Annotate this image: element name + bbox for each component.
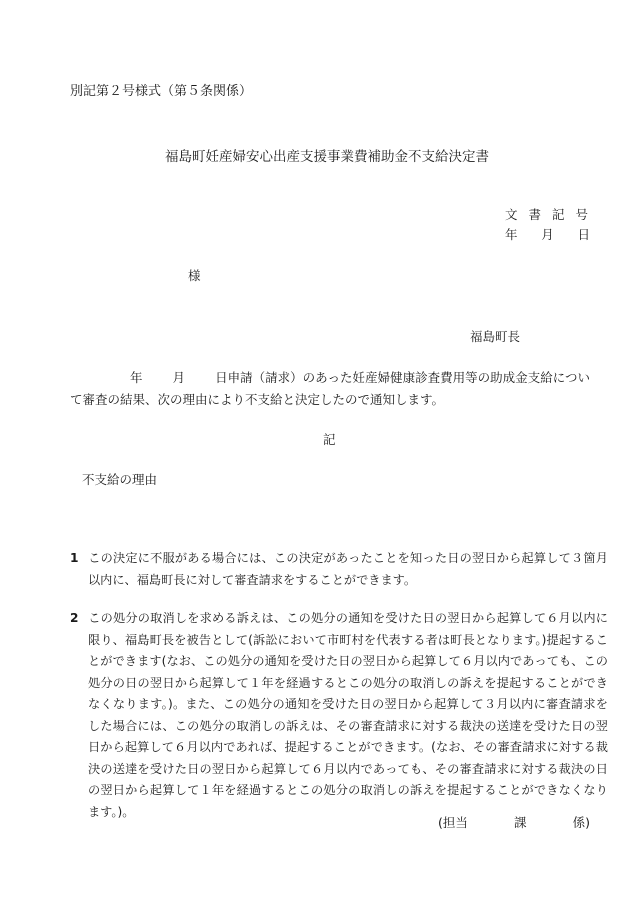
issuer-name: 福島町長: [470, 329, 521, 344]
recipient-honorific: 様: [188, 268, 201, 283]
note-number: 1: [70, 551, 79, 565]
note-item: [70, 608, 608, 823]
ki-heading: 記: [323, 432, 336, 447]
body-paragraph: [70, 367, 590, 411]
date-day-label: 日: [577, 227, 590, 242]
reason-label: 不支給の理由: [82, 472, 158, 487]
document-number-label: 文書記号: [505, 207, 600, 222]
contact-section-label: 課: [513, 815, 527, 830]
body-month-label: 月: [172, 370, 186, 385]
contact-open-label: (担当: [438, 815, 468, 830]
note-text: この処分の取消しを求める訴えは、この処分の通知を受けた日の翌日から起算して６月以内に限り、福島町長を被告として(訴訟において市町村を代表する者は町長となります。)提起することができます(なお、この処分の通知を受けた日の翌日から起算して６月以内であっても、この処分の日の翌日から起算して１年を経過するとこの処分の取消しの訴えを提起することができなくなります。)。また、この処分の通知を受けた日の翌日から起算して３月以内に審査請求をした場合には、この処分の取消しの訴えは、その審査請求に対する裁決の送達を受けた日の翌日から起算して６月以内であれば、提起することができます。(なお、その審査請求に対する裁決の送達を受けた日の翌日から起算して６月以内であっても、その審査請求に対する裁決の日の翌日から起算して１年を経過するとこの処分の取消しの訴えを提起することができなくなります。)。: [88, 611, 608, 819]
contact-line: [438, 813, 590, 831]
note-item: [70, 548, 608, 591]
form-label: 別記第２号様式（第５条関係）: [70, 84, 253, 99]
body-text: 日申請（請求）のあった妊産婦健康診査費用等の助成金支給について審査の結果、次の理由により不支給と決定したので通知します。: [70, 370, 590, 407]
note-text: この決定に不服がある場合には、この決定があったことを知った日の翌日から起算して３箇月以内に、福島町長に対して審査請求をすることができます。: [88, 551, 608, 587]
date-month-label: 月: [541, 227, 554, 242]
document-title: 福島町妊産婦安心出産支援事業費補助金不支給決定書: [165, 149, 489, 165]
note-number: 2: [70, 611, 79, 625]
date-year-label: 年: [505, 227, 518, 242]
body-year-label: 年: [130, 370, 143, 385]
contact-staff-label: 係): [572, 815, 590, 830]
document-date: [505, 225, 590, 243]
